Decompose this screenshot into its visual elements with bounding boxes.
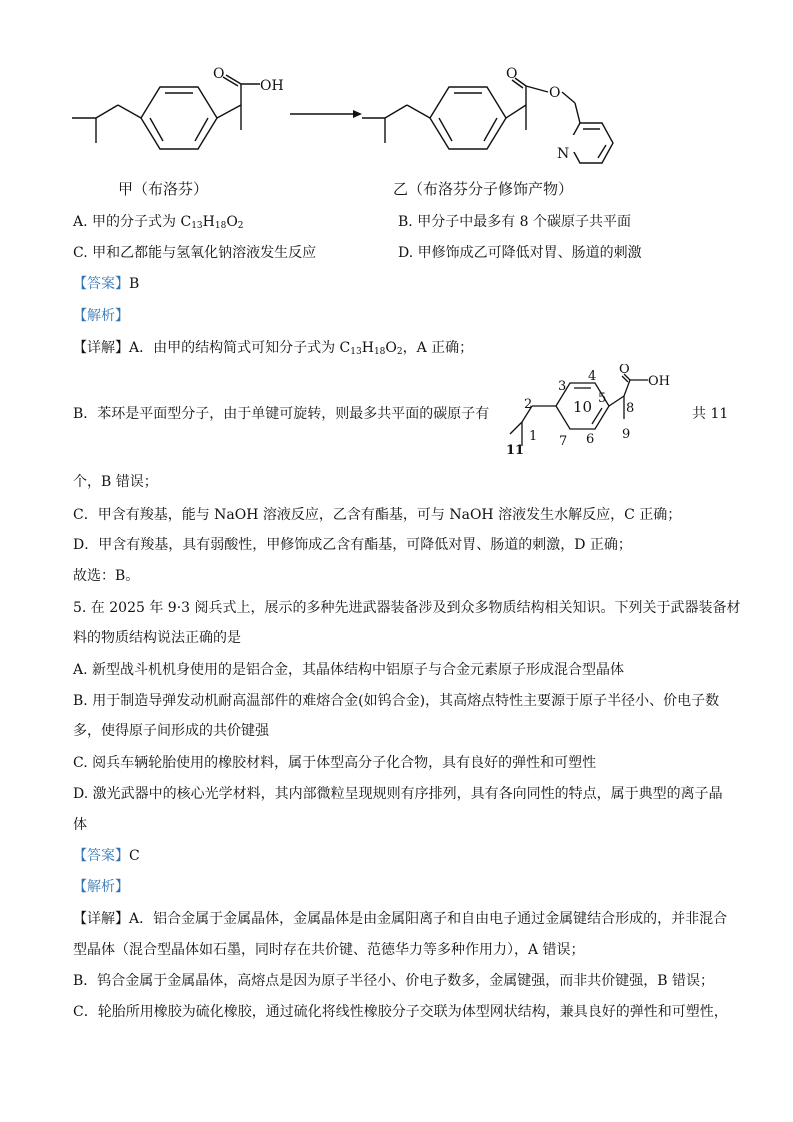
q4-conclusion: 故选：B。 — [73, 568, 140, 584]
q4-option-c: C. 甲和乙都能与氢氧化钠溶液发生反应 — [73, 245, 317, 261]
q4-detail-a: 【详解】A．由甲的结构简式可知分子式为 $C_{13}H_{18}O_2$，A 正确； — [73, 340, 474, 357]
yi-pyridine-n: N — [557, 146, 570, 162]
svg-text:11: 11 — [506, 443, 525, 458]
svg-text:2: 2 — [524, 397, 533, 412]
answer-value: B — [129, 276, 140, 292]
svg-text:4: 4 — [588, 369, 597, 384]
q4-option-b: B. 甲分子中最多有 8 个碳原子共平面 — [398, 214, 631, 230]
q5-option-b-line-2: 多，使得原子间形成的共价键强 — [73, 723, 269, 739]
q5-answer — [73, 846, 140, 866]
q4-detail-b: B．苯环是平面型分子，由于单键可旋转，则最多共平面的碳原子有 — [73, 406, 490, 422]
label-yi: 乙（布洛芬分子修饰产物） — [393, 180, 574, 198]
jia-hydroxyl: OH — [260, 78, 284, 94]
answer-tag: 【答案】 — [73, 848, 129, 864]
q5-option-d-line-1: D. 激光武器中的核心光学材料，其内部微粒呈现规则有序排列，具有各向同性的特点，属于典型的离子晶 — [73, 786, 723, 802]
q4-answer — [73, 274, 139, 294]
structure-yi — [362, 78, 613, 163]
q5-option-a: A. 新型战斗机机身使用的是铝合金，其晶体结构中铝原子与合金元素原子形成混合型晶体 — [73, 662, 625, 678]
q5-stem-line-1: 5. 在 2025 年 9·3 阅兵式上，展示的多种先进武器装备涉及到众多物质结构相关知识。下列关于武器装备材 — [73, 600, 741, 616]
q4-option-a: A. 甲的分子式为 $C_{13}H_{18}O_2$ — [73, 214, 244, 231]
q5-analysis-tag: 【解析】 — [73, 879, 129, 895]
svg-text:6: 6 — [586, 432, 595, 447]
reaction-scheme — [0, 0, 793, 200]
structure-jia — [72, 75, 260, 149]
svg-text:1: 1 — [529, 429, 538, 444]
numbered-ibuprofen-structure — [496, 364, 696, 460]
yi-ester-o: O — [549, 85, 561, 101]
q5-option-c: C. 阅兵车辆轮胎使用的橡胶材料，属于体型高分子化合物，具有良好的弹性和可塑性 — [73, 755, 597, 771]
answer-value: C — [129, 848, 140, 864]
jia-carbonyl-o: O — [213, 66, 225, 82]
svg-text:3: 3 — [558, 379, 567, 394]
q4-analysis-tag: 【解析】 — [73, 308, 129, 324]
svg-text:10: 10 — [573, 398, 593, 416]
q5-stem-line-2: 料的物质结构说法正确的是 — [73, 630, 241, 646]
label-jia: 甲（布洛芬） — [118, 180, 209, 198]
yi-carbonyl-o: O — [506, 66, 518, 82]
q5-option-b-line-1: B. 用于制造导弹发动机耐高温部件的难熔合金(如钨合金)，其高熔点特性主要源于原子半径小、价电子数 — [73, 693, 720, 709]
q5-option-d-line-2: 体 — [73, 817, 87, 833]
svg-text:9: 9 — [622, 427, 631, 442]
answer-tag: 【答案】 — [73, 276, 129, 292]
svg-text:5: 5 — [598, 391, 607, 406]
svg-text:7: 7 — [559, 434, 568, 449]
reaction-arrow — [290, 110, 362, 118]
q5-detail-a-line-2: 型晶体（混合型晶体如石墨，同时存在共价键、范德华力等多种作用力），A 错误； — [73, 942, 585, 958]
q4-detail-b-cont: 个，B 错误； — [73, 474, 158, 490]
q4-detail-c: C．甲含有羧基，能与 NaOH 溶液反应，乙含有酯基，可与 NaOH 溶液发生水解反应，C 正确； — [73, 507, 682, 523]
q4-detail-d: D．甲含有羧基，具有弱酸性，甲修饰成乙含有酯基，可降低对胃、肠道的刺激，D 正确； — [73, 537, 632, 553]
q4-detail-b-tail: 共 11 — [692, 406, 729, 422]
svg-text:O: O — [619, 364, 630, 377]
svg-text:8: 8 — [626, 401, 635, 416]
q5-detail-a-line-1: 【详解】A．铝合金属于金属晶体，金属晶体是由金属阳离子和自由电子通过金属键结合形成的，并非混合 — [73, 911, 728, 927]
svg-text:OH: OH — [648, 374, 670, 389]
q5-detail-b: B．钨合金属于金属晶体，高熔点是因为原子半径小、价电子数多，金属键强，而非共价键强，B 错误； — [73, 973, 715, 989]
q5-detail-c: C．轮胎所用橡胶为硫化橡胶，通过硫化将线性橡胶分子交联为体型网状结构，兼具良好的弹性和可塑性， — [73, 1004, 728, 1020]
q4-option-d: D. 甲修饰成乙可降低对胃、肠道的刺激 — [398, 245, 642, 261]
